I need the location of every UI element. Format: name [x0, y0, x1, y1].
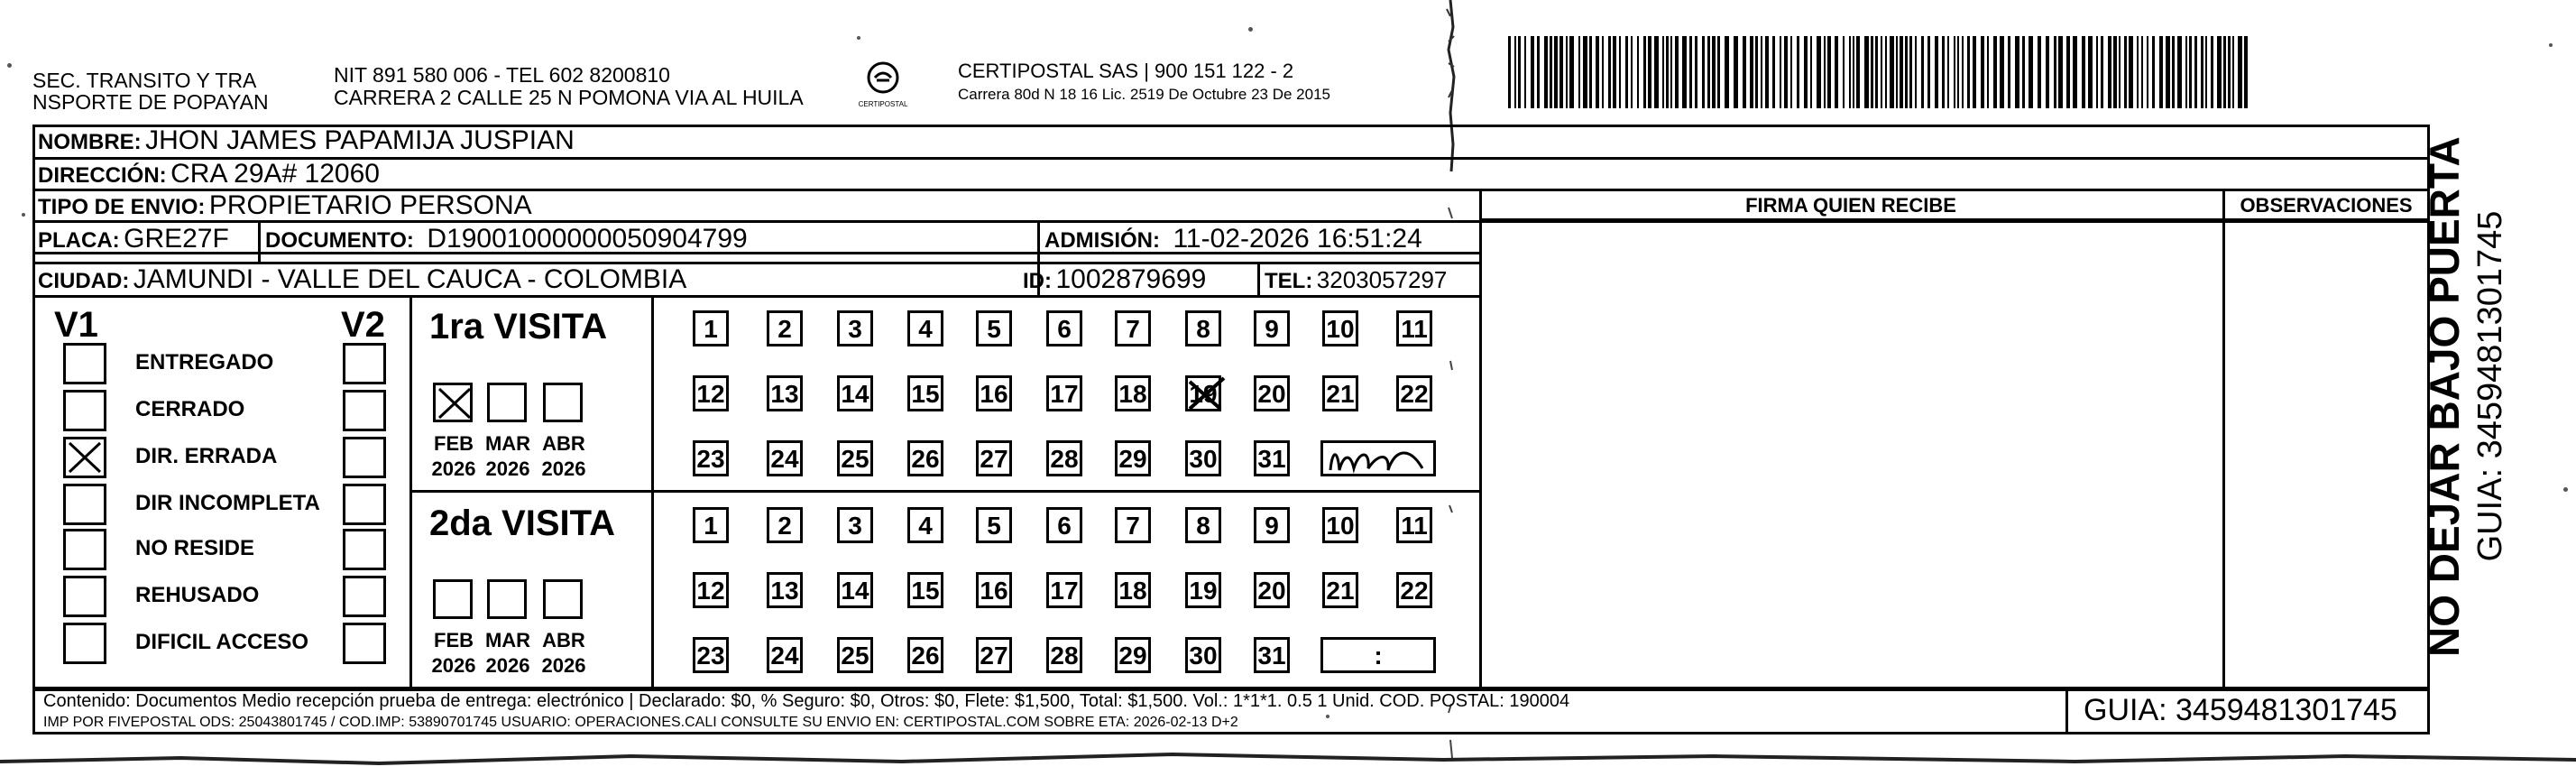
- col-divider: [1257, 262, 1260, 295]
- status-label: DIFICIL ACCESO: [135, 630, 309, 654]
- v1-label: V1: [54, 305, 98, 345]
- row-divider: [32, 157, 2430, 160]
- day-box[interactable]: 23: [693, 440, 729, 476]
- v2-checkbox[interactable]: [343, 623, 386, 664]
- certipostal-logo: [855, 60, 911, 110]
- day-box[interactable]: 8: [1185, 310, 1221, 346]
- speck: [1248, 27, 1253, 32]
- col-divider: [2222, 189, 2225, 687]
- v2-checkbox[interactable]: [343, 576, 386, 617]
- visit2-title: 2da VISITA: [429, 503, 615, 543]
- day-box[interactable]: 3: [837, 310, 873, 346]
- month-year: 2026: [541, 654, 586, 677]
- day-box[interactable]: 30: [1185, 440, 1221, 476]
- day-box[interactable]: 4: [907, 310, 943, 346]
- month-checkbox[interactable]: [433, 579, 473, 619]
- svg-text:CERTIPOSTAL: CERTIPOSTAL: [858, 100, 908, 108]
- day-box[interactable]: 31: [1254, 440, 1290, 476]
- day-box[interactable]: 19: [1185, 375, 1221, 411]
- day-box[interactable]: 4: [907, 507, 943, 543]
- v1-checkbox[interactable]: [63, 343, 106, 384]
- speck: [2563, 487, 2568, 492]
- day-box[interactable]: 30: [1185, 637, 1221, 673]
- time-box[interactable]: [1320, 440, 1436, 476]
- tipo-label: TIPO DE ENVIO:: [38, 195, 206, 219]
- status-label: REHUSADO: [135, 583, 260, 607]
- v2-checkbox[interactable]: [343, 390, 386, 431]
- month-label: ABR: [542, 432, 585, 455]
- day-box[interactable]: 9: [1254, 310, 1290, 346]
- documento-row: [265, 224, 748, 259]
- speck: [7, 63, 12, 68]
- barcode: [1508, 36, 2251, 108]
- admision-label: ADMISIÓN:: [1044, 228, 1160, 253]
- footer-line-1: Contenido: Documentos Medio recepción prueba de entrega: electrónico | Declarado: $0, % Seguro: $0, Otros: $0, Flete: $1,500, Total: $1,500. Vol.: 1*1*1. 0.5 1 Unid. COD. POSTAL: 190004: [43, 691, 1570, 711]
- tipo-row: [38, 190, 532, 221]
- nit-line-1: NIT 891 580 006 - TEL 602 8200810: [334, 63, 670, 87]
- day-box[interactable]: 15: [907, 375, 943, 411]
- month-label: MAR: [484, 629, 531, 651]
- v2-checkbox[interactable]: [343, 484, 386, 525]
- row-divider: [409, 490, 1479, 493]
- day-box[interactable]: 3: [837, 507, 873, 543]
- day-box[interactable]: 19: [1185, 572, 1221, 608]
- day-box[interactable]: 6: [1046, 310, 1082, 346]
- col-divider: [258, 220, 261, 262]
- v2-checkbox[interactable]: [343, 529, 386, 570]
- courier-line-2: Carrera 80d N 18 16 Lic. 2519 De Octubre 23 De 2015: [958, 86, 1330, 103]
- sender-line-1: SEC. TRANSITO Y TRA: [32, 69, 257, 92]
- day-box[interactable]: 26: [907, 637, 943, 673]
- day-box[interactable]: 25: [837, 440, 873, 476]
- day-box[interactable]: 25: [837, 637, 873, 673]
- month-checkbox[interactable]: [487, 383, 527, 422]
- direccion-value: CRA 29A# 12060: [170, 159, 380, 189]
- placa-label: PLACA:: [38, 228, 120, 253]
- day-box[interactable]: 1: [693, 310, 729, 346]
- direccion-label: DIRECCIÓN:: [38, 163, 167, 188]
- ciudad-label: CIUDAD:: [38, 269, 130, 293]
- day-box[interactable]: 8: [1185, 507, 1221, 543]
- speck: [22, 213, 25, 217]
- day-box[interactable]: 15: [907, 572, 943, 608]
- tel-row: [1265, 265, 1447, 299]
- visit1-title: 1ra VISITA: [429, 307, 608, 346]
- day-box[interactable]: 20: [1254, 375, 1290, 411]
- day-box[interactable]: 11: [1396, 507, 1432, 543]
- day-box[interactable]: 7: [1115, 310, 1151, 346]
- month-checkbox[interactable]: [433, 383, 473, 422]
- month-label: FEB: [434, 629, 474, 651]
- ciudad-value: JAMUNDI - VALLE DEL CAUCA - COLOMBIA: [133, 264, 687, 294]
- day-box[interactable]: 7: [1115, 507, 1151, 543]
- tel-label: TEL:: [1265, 269, 1313, 293]
- month-checkbox[interactable]: [543, 579, 583, 619]
- v2-checkbox[interactable]: [343, 343, 386, 384]
- col-divider: [1479, 189, 1482, 687]
- day-box[interactable]: 18: [1115, 375, 1151, 411]
- day-box[interactable]: 17: [1046, 572, 1082, 608]
- day-box[interactable]: 13: [767, 572, 803, 608]
- ciudad-row: [38, 263, 686, 300]
- day-box[interactable]: 21: [1322, 375, 1358, 411]
- day-box[interactable]: 24: [767, 637, 803, 673]
- day-box[interactable]: 18: [1115, 572, 1151, 608]
- day-box[interactable]: 10: [1322, 507, 1358, 543]
- status-label: DIR. ERRADA: [135, 444, 278, 468]
- day-box[interactable]: 29: [1115, 440, 1151, 476]
- tel-value: 3203057297: [1316, 266, 1448, 293]
- month-label: ABR: [542, 629, 585, 651]
- day-box[interactable]: 12: [693, 375, 729, 411]
- day-box[interactable]: 28: [1046, 440, 1082, 476]
- month-year: 2026: [431, 457, 476, 480]
- admision-row: [1044, 224, 1422, 259]
- observaciones-header: OBSERVACIONES: [2240, 194, 2413, 217]
- month-year: 2026: [485, 457, 530, 480]
- day-box[interactable]: 5: [976, 310, 1012, 346]
- day-box[interactable]: 24: [767, 440, 803, 476]
- side-guia: GUIA: 3459481301745: [2471, 210, 2509, 562]
- footer-line-2: IMP POR FIVEPOSTAL ODS: 25043801745 / COD.IMP: 53890701745 USUARIO: OPERACIONES.CALI CONSULTE SU ENVIO EN: CERTIPOSTAL.COM SOBRE ETA: 2026-02-13 D+2: [43, 715, 1238, 730]
- placa-value: GRE27F: [124, 224, 229, 254]
- day-box[interactable]: 10: [1322, 310, 1358, 346]
- month-label: MAR: [484, 432, 531, 455]
- id-value: 1002879699: [1055, 264, 1207, 294]
- day-box[interactable]: 17: [1046, 375, 1082, 411]
- admision-value: 11-02-2026 16:51:24: [1173, 224, 1422, 254]
- torn-edge: [0, 745, 2576, 771]
- day-box[interactable]: 14: [837, 572, 873, 608]
- speck: [2549, 43, 2553, 47]
- day-box[interactable]: 14: [837, 375, 873, 411]
- status-label: NO RESIDE: [135, 536, 255, 560]
- day-box[interactable]: 20: [1254, 572, 1290, 608]
- day-box[interactable]: 13: [767, 375, 803, 411]
- nombre-label: NOMBRE:: [38, 130, 142, 154]
- speck: [1326, 715, 1329, 718]
- month-checkbox[interactable]: [543, 383, 583, 422]
- v1-checkbox[interactable]: [63, 576, 106, 617]
- v2-checkbox[interactable]: [343, 437, 386, 478]
- v1-checkbox[interactable]: [63, 437, 106, 478]
- tipo-value: PROPIETARIO PERSONA: [208, 190, 532, 220]
- courier-line-1: CERTIPOSTAL SAS | 900 151 122 - 2: [958, 60, 1294, 82]
- status-label: DIR INCOMPLETA: [135, 491, 320, 515]
- day-box[interactable]: 28: [1046, 637, 1082, 673]
- v1-checkbox[interactable]: [63, 529, 106, 570]
- month-checkbox[interactable]: [487, 579, 527, 619]
- placa-row: [38, 224, 229, 259]
- month-year: 2026: [541, 457, 586, 480]
- day-box[interactable]: 27: [976, 440, 1012, 476]
- v1-checkbox[interactable]: [63, 623, 106, 664]
- day-box[interactable]: 6: [1046, 507, 1082, 543]
- sender-line-2: NSPORTE DE POPAYAN: [32, 90, 269, 114]
- day-box[interactable]: 2: [767, 507, 803, 543]
- v1-checkbox[interactable]: [63, 390, 106, 431]
- day-box[interactable]: 1: [693, 507, 729, 543]
- day-box[interactable]: 11: [1396, 310, 1432, 346]
- day-box[interactable]: 12: [693, 572, 729, 608]
- id-label: ID:: [1023, 269, 1052, 293]
- day-box[interactable]: 16: [976, 572, 1012, 608]
- side-title: NO DEJAR BAJO PUERTA: [2421, 136, 2468, 657]
- time-box[interactable]: :: [1320, 637, 1436, 673]
- day-box[interactable]: 16: [976, 375, 1012, 411]
- day-box[interactable]: 22: [1396, 572, 1432, 608]
- v1-checkbox[interactable]: [63, 484, 106, 525]
- day-box[interactable]: 23: [693, 637, 729, 673]
- documento-label: DOCUMENTO:: [265, 228, 414, 253]
- day-box[interactable]: 21: [1322, 572, 1358, 608]
- day-box[interactable]: 31: [1254, 637, 1290, 673]
- day-box[interactable]: 29: [1115, 637, 1151, 673]
- month-year: 2026: [485, 654, 530, 677]
- v2-label: V2: [341, 305, 385, 345]
- day-box[interactable]: 2: [767, 310, 803, 346]
- footer-guia: GUIA: 3459481301745: [2084, 693, 2397, 727]
- status-label: CERRADO: [135, 397, 245, 421]
- day-box[interactable]: 5: [976, 507, 1012, 543]
- month-year: 2026: [431, 654, 476, 677]
- firma-header: FIRMA QUIEN RECIBE: [1745, 194, 1956, 217]
- nombre-value: JHON JAMES PAPAMIJA JUSPIAN: [145, 125, 575, 155]
- speck: [857, 36, 860, 40]
- nit-line-2: CARRERA 2 CALLE 25 N POMONA VIA AL HUILA: [334, 86, 804, 109]
- day-box[interactable]: 26: [907, 440, 943, 476]
- documento-value: D19001000000050904799: [427, 224, 748, 254]
- direccion-row: [38, 159, 380, 189]
- day-box[interactable]: 9: [1254, 507, 1290, 543]
- nombre-row: [38, 125, 575, 157]
- status-label: ENTREGADO: [135, 350, 274, 374]
- month-label: FEB: [434, 432, 474, 455]
- id-row: [1023, 263, 1206, 300]
- day-box[interactable]: 22: [1396, 375, 1432, 411]
- day-box[interactable]: 27: [976, 637, 1012, 673]
